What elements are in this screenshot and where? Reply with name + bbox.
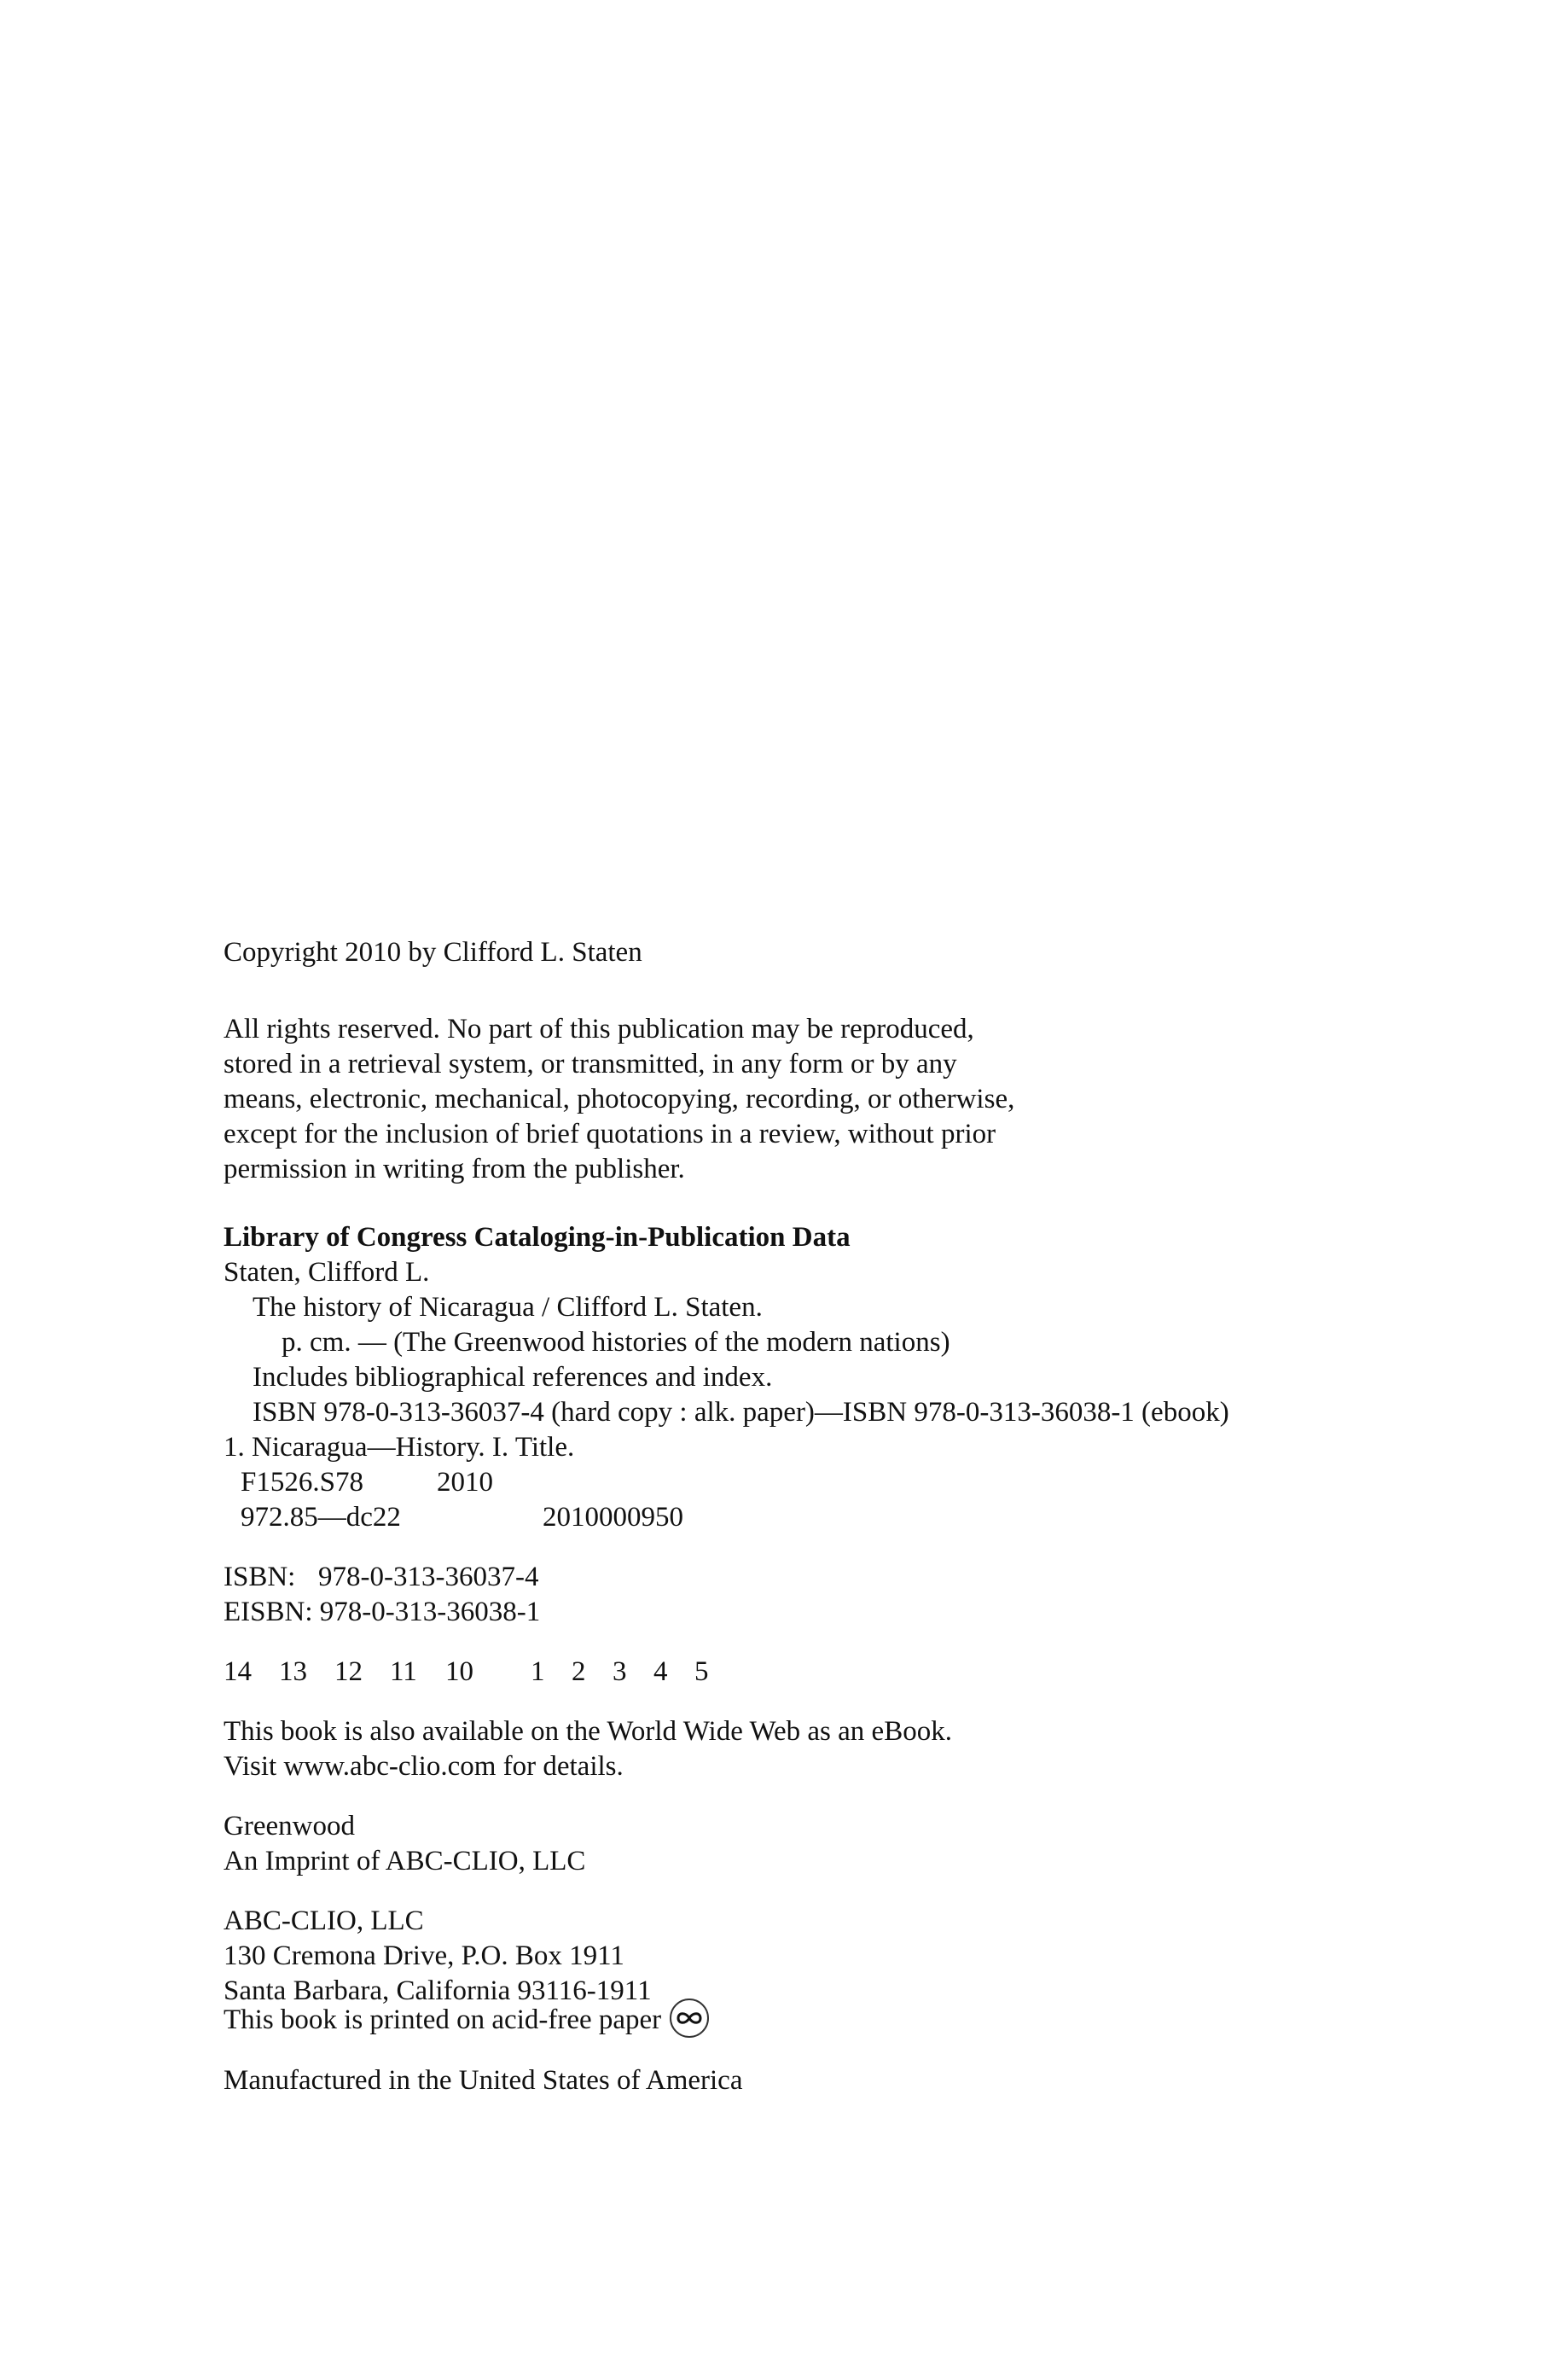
rights-line-5: permission in writing from the publisher. bbox=[224, 1154, 685, 1184]
cip-author: Staten, Clifford L. bbox=[224, 1257, 430, 1288]
eisbn-line: EISBN: 978-0-313-36038-1 bbox=[224, 1597, 541, 1627]
printing-year: 10 bbox=[445, 1656, 473, 1687]
printing-impression: 2 bbox=[572, 1656, 586, 1687]
acid-free-note bbox=[224, 2003, 711, 2038]
cip-subjects: 1. Nicaragua—History. I. Title. bbox=[224, 1432, 575, 1463]
cip-notes: Includes bibliographical references and index. bbox=[253, 1362, 773, 1393]
rights-line-2: stored in a retrieval system, or transmitted, in any form or by any bbox=[224, 1049, 957, 1079]
cip-heading: Library of Congress Cataloging-in-Publication Data bbox=[224, 1222, 851, 1253]
cip-series: p. cm. — (The Greenwood histories of the modern nations) bbox=[282, 1327, 950, 1358]
cip-isbn-line: ISBN 978-0-313-36037-4 (hard copy : alk. paper)—ISBN 978-0-313-36038-1 (ebook) bbox=[253, 1397, 1229, 1428]
isbn-print-label: ISBN: bbox=[224, 1562, 296, 1592]
isbn-print-value: 978-0-313-36037-4 bbox=[318, 1562, 539, 1592]
cip-lc-year: 2010 bbox=[437, 1467, 493, 1498]
cip-dewey: 972.85—dc22 bbox=[241, 1502, 401, 1533]
publisher-name: ABC-CLIO, LLC bbox=[224, 1905, 424, 1936]
manufactured-line: Manufactured in the United States of America bbox=[224, 2065, 743, 2096]
printing-year: 14 bbox=[224, 1656, 252, 1687]
imprint-line: An Imprint of ABC-CLIO, LLC bbox=[224, 1846, 586, 1876]
copyright-line: Copyright 2010 by Clifford L. Staten bbox=[224, 937, 642, 968]
rights-line-1: All rights reserved. No part of this publication may be reproduced, bbox=[224, 1014, 974, 1044]
imprint-name: Greenwood bbox=[224, 1811, 355, 1841]
publisher-address-1: 130 Cremona Drive, P.O. Box 1911 bbox=[224, 1940, 624, 1971]
printing-impression: 3 bbox=[613, 1656, 627, 1687]
printing-year: 12 bbox=[334, 1656, 363, 1687]
printing-impression: 4 bbox=[653, 1656, 668, 1687]
printing-year: 11 bbox=[390, 1656, 417, 1687]
printing-impression: 5 bbox=[694, 1656, 709, 1687]
publisher-address-2: Santa Barbara, California 93116-1911 bbox=[224, 1975, 652, 2006]
printing-year: 13 bbox=[279, 1656, 307, 1687]
cip-lc-class: F1526.S78 bbox=[241, 1467, 363, 1498]
printing-impression: 1 bbox=[531, 1656, 545, 1687]
rights-line-3: means, electronic, mechanical, photocopying, recording, or otherwise, bbox=[224, 1084, 1015, 1114]
acid-free-text: This book is printed on acid-free paper bbox=[224, 2004, 662, 2035]
cip-title: The history of Nicaragua / Clifford L. Staten. bbox=[253, 1292, 763, 1323]
ebook-note-line-1: This book is also available on the World Wide Web as an eBook. bbox=[224, 1716, 952, 1747]
rights-line-4: except for the inclusion of brief quotations in a review, without prior bbox=[224, 1119, 996, 1149]
cip-lccn: 2010000950 bbox=[543, 1502, 683, 1533]
infinity-icon bbox=[668, 1997, 711, 2039]
ebook-note-line-2: Visit www.abc-clio.com for details. bbox=[224, 1751, 624, 1782]
